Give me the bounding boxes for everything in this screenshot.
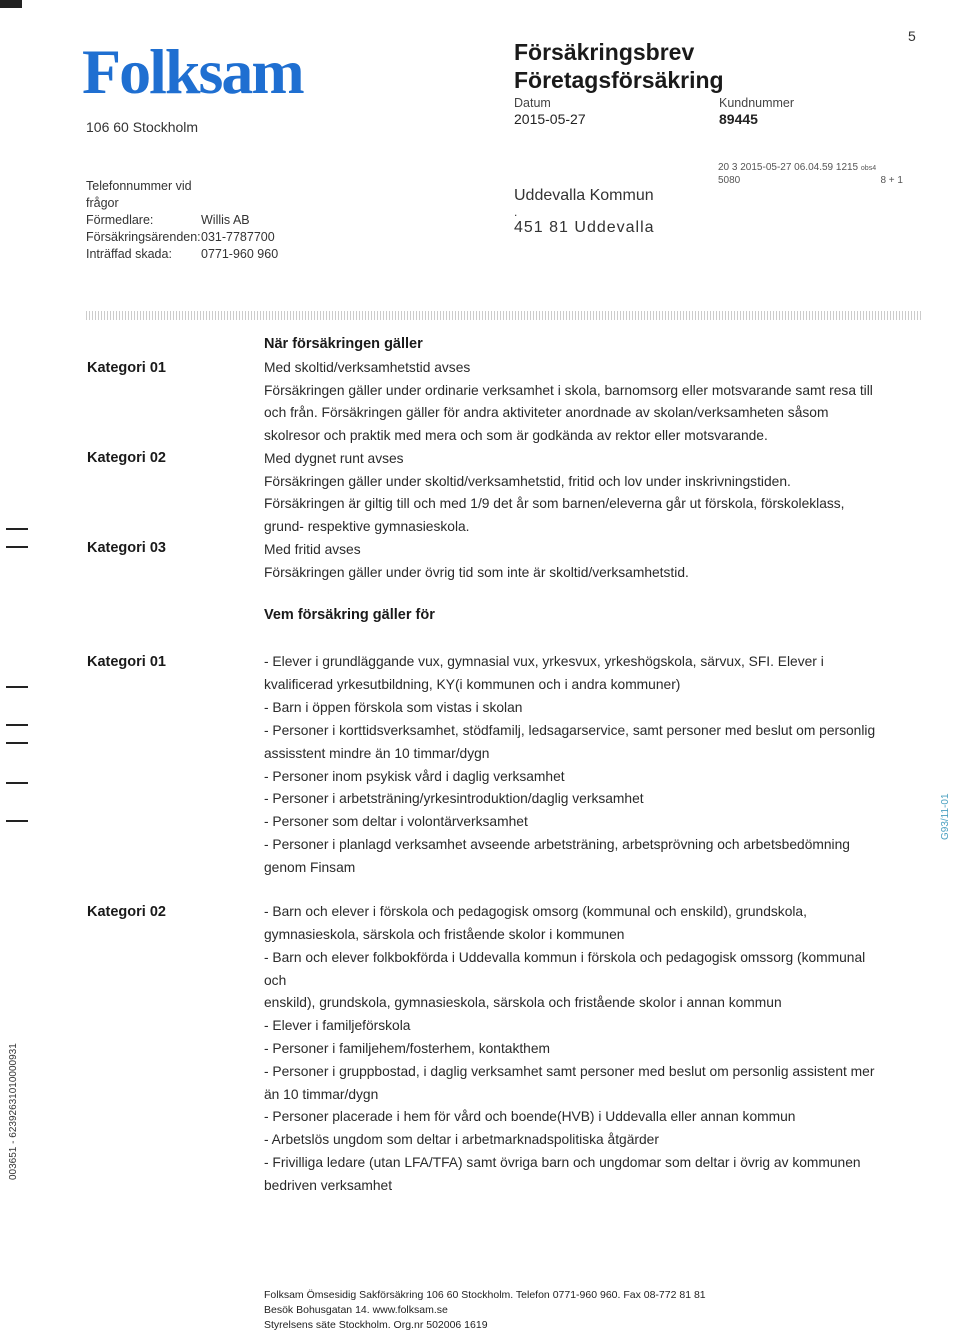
who-cat1-line: - Elever i grundläggande vux, gymnasial vux, yrkesvux, yrkeshögskola, särvux, SFI. Elever i xyxy=(264,654,824,669)
who-cat2-line: bedriven verksamhet xyxy=(264,1178,393,1193)
footer-line: Folksam Ömsesidig Sakförsäkring 106 60 Stockholm. Telefon 0771-960 960. Fax 08-772 81 81 xyxy=(264,1289,706,1301)
contact-info xyxy=(86,178,278,263)
who-cat2-line: - Personer i familjehem/fosterhem, kontakthem xyxy=(264,1041,551,1056)
print-stamp xyxy=(718,162,908,187)
margin-mark xyxy=(6,742,28,744)
stamp-tag: obs4 xyxy=(860,165,877,172)
who-cat1-line: - Personer inom psykisk vård i daglig verksamhet xyxy=(264,769,565,784)
scan-corner-mark xyxy=(0,0,22,8)
contact-value: 0771-960 960 xyxy=(201,247,279,261)
contact-key: Försäkringsärenden: xyxy=(86,230,201,244)
document-title xyxy=(514,38,724,94)
page-number: 5 xyxy=(908,28,916,44)
recipient-postal: 451 81 Uddevalla xyxy=(514,219,655,236)
who-cat2-line: än 10 timmar/dygn xyxy=(264,1087,379,1102)
who-cat1-line: kvalificerad yrkesutbildning, KY(i kommunen och i andra kommuner) xyxy=(264,677,681,692)
footer xyxy=(264,1288,706,1333)
who-cat2-line: enskild), grundskola, gymnasieskola, särskola och fristående skolor i annan kommun xyxy=(264,995,782,1010)
divider-band xyxy=(86,311,922,320)
stamp-line1: 20 3 2015-05-27 06.04.59 1215 xyxy=(718,162,859,173)
left-side-code-wrap xyxy=(8,1043,22,1340)
validity-text-line: Försäkringen är giltig till och med 1/9 det år som barnen/eleverna går ut förskola, förskoleklass, xyxy=(264,496,845,511)
validity-category-label: Kategori 03 xyxy=(87,540,166,556)
stamp-code: 5080 xyxy=(718,175,741,186)
validity-text-line: Med skoltid/verksamhetstid avses xyxy=(264,360,471,375)
margin-mark xyxy=(6,724,28,726)
recipient-dot: . xyxy=(514,205,518,219)
right-side-code-wrap xyxy=(940,793,954,920)
who-category-01-label: Kategori 01 xyxy=(87,654,166,670)
validity-category-label: Kategori 01 xyxy=(87,360,166,376)
who-cat2-line: - Arbetslös ungdom som deltar i arbetmarknadspolitiska åtgärder xyxy=(264,1132,659,1147)
date-value: 2015-05-27 xyxy=(514,111,586,127)
footer-line: Besök Bohusgatan 14. www.folksam.se xyxy=(264,1304,448,1316)
folksam-logo: Folksam xyxy=(82,36,303,107)
who-cat2-line: - Frivilliga ledare (utan LFA/TFA) samt övriga barn och ungdomar som deltar i övrig av kommunen xyxy=(264,1155,861,1170)
margin-mark xyxy=(6,528,28,530)
who-category-02-label: Kategori 02 xyxy=(87,904,166,920)
validity-text-line: Försäkringen gäller under skoltid/verksamhetstid, fritid och lov under inskrivningstiden. xyxy=(264,474,791,489)
contact-value: Willis AB xyxy=(201,213,250,227)
who-cat1-line: - Personer i korttidsverksamhet, stödfamilj, ledsagarservice, samt personer med beslut om personlig xyxy=(264,723,876,738)
contact-key: Förmedlare: xyxy=(86,213,154,227)
contact-row xyxy=(86,246,278,263)
stamp-count: 8 + 1 xyxy=(880,175,903,186)
left-side-code: 003651 - 62392631010000931 xyxy=(8,1043,19,1180)
customer-number-label: Kundnummer xyxy=(719,96,795,110)
validity-text-line: och från. Försäkringen gäller för andra aktiviteter anordnade av skolan/verksamheten såsom xyxy=(264,405,829,420)
who-cat2-line: - Elever i familjeförskola xyxy=(264,1018,411,1033)
margin-mark xyxy=(6,686,28,688)
who-cat1-line: - Personer som deltar i volontärverksamhet xyxy=(264,814,528,829)
who-cat1-line: - Personer i planlagd verksamhet avseende arbetsträning, arbetsprövning och arbetsbedömning xyxy=(264,837,850,852)
who-cat2-line: - Personer i gruppbostad, i daglig verksamhet samt personer med beslut om personlig assistent mer xyxy=(264,1064,875,1079)
who-cat2-line: - Barn och elever i förskola och pedagogisk omsorg (kommunal och enskild), grundskola, xyxy=(264,904,807,919)
contact-value: 031-7787700 xyxy=(201,230,275,244)
who-cat1-line: - Personer i arbetsträning/yrkesintroduktion/daglig verksamhet xyxy=(264,791,644,806)
margin-mark xyxy=(6,782,28,784)
document-title-line2: Företagsförsäkring xyxy=(514,67,724,93)
who-cat1-line: assisstent mindre än 10 timmar/dygn xyxy=(264,746,490,761)
sender-address: 106 60 Stockholm xyxy=(86,119,199,135)
right-side-code: G93/11-01 xyxy=(940,793,951,840)
validity-heading: När försäkringen gäller xyxy=(264,336,423,352)
customer-number-value: 89445 xyxy=(719,111,758,127)
validity-category-label: Kategori 02 xyxy=(87,450,166,466)
validity-text-line: Försäkringen gäller under övrig tid som inte är skoltid/verksamhetstid. xyxy=(264,565,689,580)
validity-text-line: grund- respektive gymnasieskola. xyxy=(264,519,470,534)
validity-text-line: skolresor och praktik med mera och som är godkända av rektor eller motsvarande. xyxy=(264,428,768,443)
footer-line: Styrelsens säte Stockholm. Org.nr 502006 1619 xyxy=(264,1319,488,1331)
who-cat2-line: gymnasieskola, särskola och fristående skolor i kommunen xyxy=(264,927,625,942)
contact-row xyxy=(86,178,278,212)
margin-mark xyxy=(6,820,28,822)
validity-text-line: Med dygnet runt avses xyxy=(264,451,404,466)
who-cat1-line: genom Finsam xyxy=(264,860,356,875)
who-cat2-line: - Barn och elever folkbokförda i Uddevalla kommun i förskola och pedagogisk omssorg (kommunal xyxy=(264,950,866,965)
contact-key: Inträffad skada: xyxy=(86,247,172,261)
who-heading: Vem försäkring gäller för xyxy=(264,607,435,623)
contact-row xyxy=(86,229,278,246)
document-title-line1: Försäkringsbrev xyxy=(514,39,695,65)
validity-text-line: Med fritid avses xyxy=(264,542,361,557)
who-cat2-line: och xyxy=(264,973,287,988)
margin-mark xyxy=(6,546,28,548)
recipient-block xyxy=(514,186,655,238)
recipient-name: Uddevalla Kommun xyxy=(514,187,654,204)
who-cat2-line: - Personer placerade i hem för vård och boende(HVB) i Uddevalla eller annan kommun xyxy=(264,1109,796,1124)
date-label: Datum xyxy=(514,96,551,110)
who-cat1-line: - Barn i öppen förskola som vistas i skolan xyxy=(264,700,523,715)
contact-key: Telefonnummer vid frågor xyxy=(86,179,192,210)
validity-text-line: Försäkringen gäller under ordinarie verksamhet i skola, barnomsorg eller motsvarande samt resa till xyxy=(264,383,873,398)
contact-row xyxy=(86,212,278,229)
